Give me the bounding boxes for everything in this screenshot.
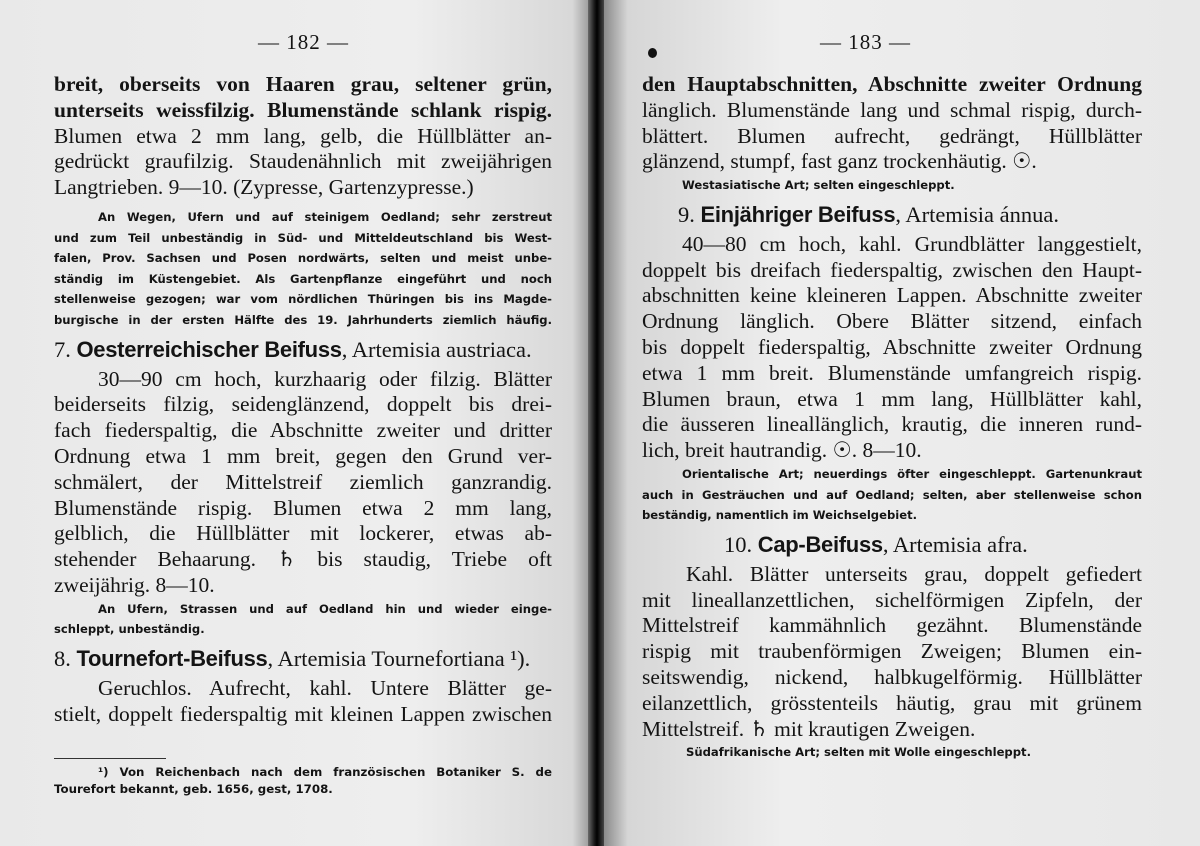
right-text-block-a [642,72,1142,763]
text-line: beiderseits filzig, seidenglänzend, doppelt bis drei- [54,392,552,417]
text-line: Langtrieben. 9—10. (Zypresse, Gartenzypresse.) [54,175,474,200]
heading-number: 9. [678,201,695,227]
text-line: lich, breit hautrandig. ☉. 8—10. [642,438,922,463]
text-line: etwa 1 mm breit. Blumenstände umfangreich rispig. [642,360,1142,385]
text-line: stielt, doppelt fiederspaltig mit kleinen Lappen zwischen [54,701,552,726]
small-text-line: Westasiatische Art; selten eingeschleppt. [682,178,955,193]
text-line: länglich. Blumenstände lang und schmal rispig, durch- [642,97,1142,122]
text-line: Mittelstreif. ♄ mit krautigen Zweigen. [642,716,976,741]
small-text-line: ständig im Küstengebiet. Als Gartenpflanze eingeführt und noch [54,271,552,286]
text-line: Mittelstreif kammähnlich gezähnt. Blumenstände [642,613,1142,638]
heading-number: 10. [724,531,753,557]
text-line: schmälert, der Mittelstreif ziemlich ganzrandig. [54,469,552,494]
text-line: 30—90 cm hoch, kurzhaarig oder filzig. Blätter [98,366,552,391]
heading-7 [54,335,552,365]
footnote [54,764,552,797]
text-line: Ordnung etwa 1 mm breit, gegen den Grund ver- [54,443,552,468]
text-line: doppelt bis dreifach fiederspaltig, zwischen den Haupt- [642,257,1142,282]
text-line: rispig mit traubenförmigen Zweigen; Blumen ein- [642,639,1142,664]
text-line: die äusseren lineallänglich, krautig, die inneren rund- [642,412,1142,437]
heading-number: 7. [54,336,71,362]
text-line: Kahl. Blätter unterseits grau, doppelt gefiedert [686,561,1142,586]
ink-speck [648,48,657,58]
heading-german-name: Tournefort-Beifuss [76,645,268,671]
text-line: zweijährig. 8—10. [54,572,215,597]
text-line: seitswendig, nickend, halbkugelförmig. Hüllblätter [642,664,1142,689]
text-line: Blumen braun, etwa 1 mm lang, Hüllblätter kahl, [642,386,1142,411]
heading-german-name: Cap-Beifuss [757,531,883,557]
left-page [0,0,590,846]
heading-10 [642,530,1142,560]
small-text-line: Orientalische Art; neuerdings öfter eingeschleppt. Gartenunkraut [682,466,1142,481]
heading-8 [54,644,552,674]
text-line: abschnitten keine kleineren Lappen. Abschnitte zweiter [642,283,1142,308]
footnote-divider [54,758,166,759]
text-line: stehender Behaarung. ♄ bis staudig, Triebe oft [54,547,552,572]
small-text-line: und zum Teil unbeständig in Süd- und Mitteldeutschland bis West- [54,230,552,245]
heading-german-name: Einjähriger Beifuss [700,201,896,227]
text-line: gelblich, die Hüllblätter mit lockerer, etwas ab- [54,521,552,546]
small-text-line: beständig, namentlich im Weichselgebiet. [642,508,918,523]
footnote-line: Tourefort bekannt, geb. 1656, gest, 1708. [54,781,333,796]
heading-latin-name: , Artemisia ánnua. [895,201,1060,227]
text-line: fach fiederspaltig, die Abschnitte zweiter und dritter [54,418,552,443]
text-line: eilanzettlich, grösstenteils häutig, grau mit grünem [642,690,1142,715]
text-line: Ordnung länglich. Obere Blätter sitzend, einfach [642,309,1142,334]
heading-9 [642,200,1142,230]
page-number-183: — 183 — [820,30,911,54]
heading-german-name: Oesterreichischer Beifuss [76,336,342,362]
heading-number: 8. [54,645,71,671]
text-line: gedrückt graufilzig. Staudenähnlich mit zweijährigen [54,149,552,174]
right-page [604,0,1200,846]
text-line: Geruchlos. Aufrecht, kahl. Untere Blätter ge- [98,675,552,700]
text-line: bis doppelt fiederspaltig, Abschnitte zweiter Ordnung [642,334,1142,359]
text-line: glänzend, stumpf, fast ganz trockenhäutig. ☉. [642,149,1037,174]
text-line: mit lineallanzettlichen, sichelförmigen Zipfeln, der [642,587,1142,612]
text-line: den Hauptabschnitten, Abschnitte zweiter Ordnung [642,72,1142,96]
small-text-line: auch in Gesträuchen und auf Oedland; selten, aber stellenweise schon [642,487,1142,502]
text-line: Blumenstände rispig. Blumen etwa 2 mm lang, [54,495,552,520]
left-text-block-a [54,72,552,728]
small-text-line: burgische in der ersten Hälfte des 19. Jahrhunderts ziemlich häufig. [54,312,552,327]
heading-latin-name: , Artemisia afra. [882,531,1028,557]
small-text-line: An Ufern, Strassen und auf Oedland hin und wieder einge- [98,601,552,616]
text-line: 40—80 cm hoch, kahl. Grundblätter langgestielt, [682,231,1142,256]
text-line: unterseits weissfilzig. Blumenstände schlank rispig. [54,97,552,122]
small-text-line: An Wegen, Ufern und auf steinigem Oedland; sehr zerstreut [98,209,552,224]
text-line: Blumen etwa 2 mm lang, gelb, die Hüllblätter an- [54,123,552,148]
heading-latin-name: , Artemisia austriaca. [341,336,532,362]
small-text-line: stellenweise gezogen; war vom nördlichen Thüringen bis ins Magde- [54,292,552,307]
small-text-line: falen, Prov. Sachsen und Posen nordwärts, selten und meist unbe- [54,251,552,266]
small-text-line: Südafrikanische Art; selten mit Wolle eingeschleppt. [686,745,1031,760]
heading-latin-name: , Artemisia Tournefortiana ¹). [267,645,531,671]
footnote-line: ¹) Von Reichenbach nach dem französischen Botaniker S. de [98,765,552,779]
small-text-line: schleppt, unbeständig. [54,622,205,637]
page-number-182: — 182 — [258,30,349,54]
text-line: breit, oberseits von Haaren grau, seltener grün, [54,72,552,96]
text-line: blättert. Blumen aufrecht, gedrängt, Hüllblätter [642,123,1142,148]
